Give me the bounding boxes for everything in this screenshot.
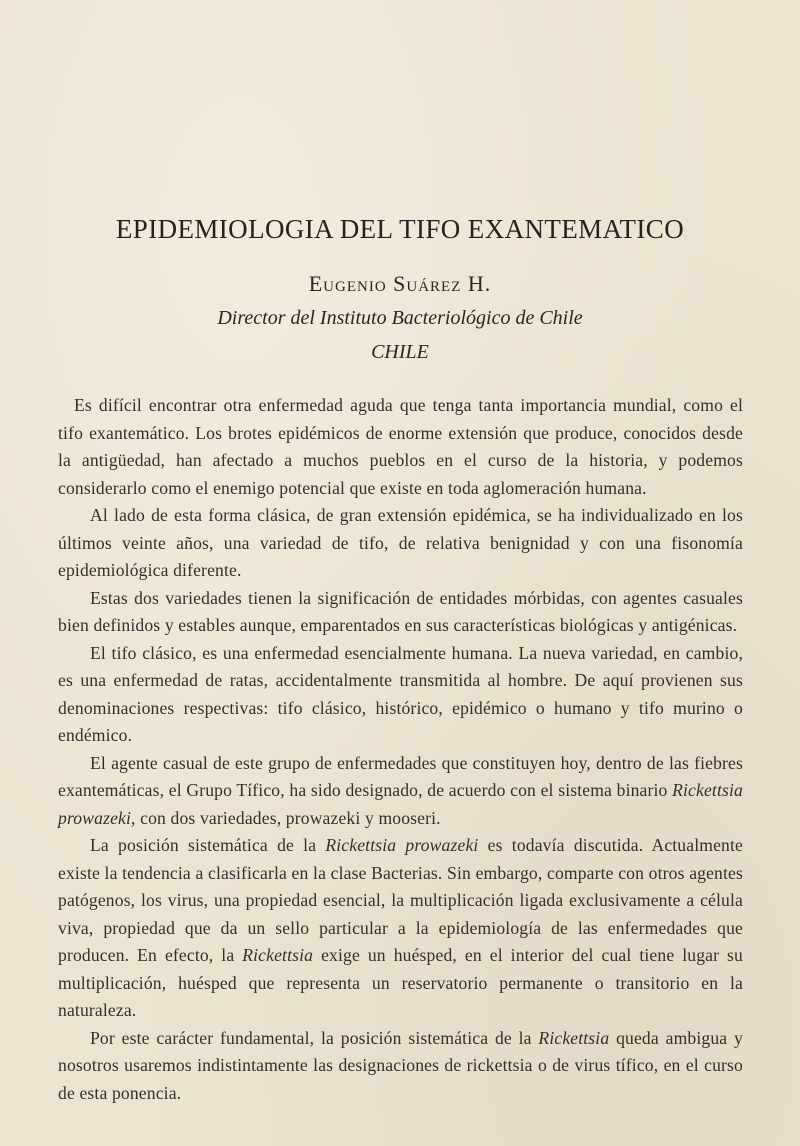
- paragraph-text: exige un huésped, en el interior del cual tiene lugar su multiplicación, huésped que representa un reservatorio permanente o transitorio en la naturaleza.: [58, 945, 744, 1020]
- paragraph-text: Al lado de esta forma clásica, de gran extensión epidémica, se ha individualizado en los últimos veinte años, una variedad de tifo, de relativa benignidad y con una fisonomía epidemiológica diferente.: [58, 505, 743, 580]
- paragraph-text: Es difícil encontrar otra enfermedad aguda que tenga tanta importancia mundial, como el tifo exantemático. Los brotes epidémicos de enorme extensión que produce, conocidos desde la antigüedad, han afectado a muchos pueblos en el curso de la historia, y podemos considerarlo como el enemigo potencial que existe en toda aglomeración humana.: [58, 395, 743, 498]
- body-paragraph: [58, 832, 743, 1025]
- body-paragraph: [58, 585, 743, 640]
- paragraph-text: El tifo clásico, es una enfermedad esencialmente humana. La nueva variedad, en cambio, es una enfermedad de ratas, accidentalmente transmitida al hombre. De aquí provienen sus denominaciones respectivas: tifo clásico, histórico, epidémico o humano y tifo murino o endémico.: [58, 642, 743, 745]
- paragraph-text: , con dos variedades, prowazeki y mooseri.: [131, 807, 441, 828]
- italic-term: Rickettsia: [538, 1027, 610, 1048]
- author-country: CHILE: [371, 341, 429, 363]
- paragraph-text: La posición sistemática de la: [90, 835, 326, 855]
- italic-term: Rickettsia prowazeki: [58, 780, 743, 828]
- paragraph-text: es todavía discutida. Actualmente existe la tendencia a clasificarla en la clase Bacterias. Sin embargo, comparte con otros agentes patógenos, los virus, una propiedad esencial, la multiplicación ligada exclusivamente a célula viva, propiedad que da un sello particular a la epidemiología de las enfermedades que producen. En efecto, la: [58, 835, 743, 965]
- paragraph-text: queda ambigua y nosotros usaremos indistintamente las designaciones de rickettsia o de virus tífico, en el curso de esta ponencia.: [58, 1027, 743, 1103]
- body-paragraph: [58, 1025, 743, 1108]
- paragraph-text: El agente casual de este grupo de enfermedades que constituyen hoy, dentro de las fiebres exantemáticas, el Grupo Tífico, ha sido designado, de acuerdo con el sistema binario: [58, 752, 743, 800]
- author-affiliation: Director del Instituto Bacteriológico de Chile: [217, 307, 583, 329]
- body-paragraph: [58, 750, 743, 833]
- body-paragraph: [58, 392, 743, 502]
- author-name: Eugenio Suárez H.: [308, 271, 492, 296]
- italic-term: Rickettsia prowazeki: [325, 835, 479, 855]
- body-text: [58, 392, 743, 1107]
- paper-title: EPIDEMIOLOGIA DEL TIFO EXANTEMATICO: [115, 214, 685, 244]
- italic-term: Rickettsia: [242, 945, 314, 965]
- body-paragraph: [58, 640, 743, 750]
- paragraph-text: Estas dos variedades tienen la significación de entidades mórbidas, con agentes casuales bien definidos y estables aunque, emparentados en sus características biológicas y antigénicas.: [58, 587, 743, 635]
- paragraph-text: Por este carácter fundamental, la posición sistemática de la: [90, 1027, 539, 1048]
- body-paragraph: [58, 502, 743, 585]
